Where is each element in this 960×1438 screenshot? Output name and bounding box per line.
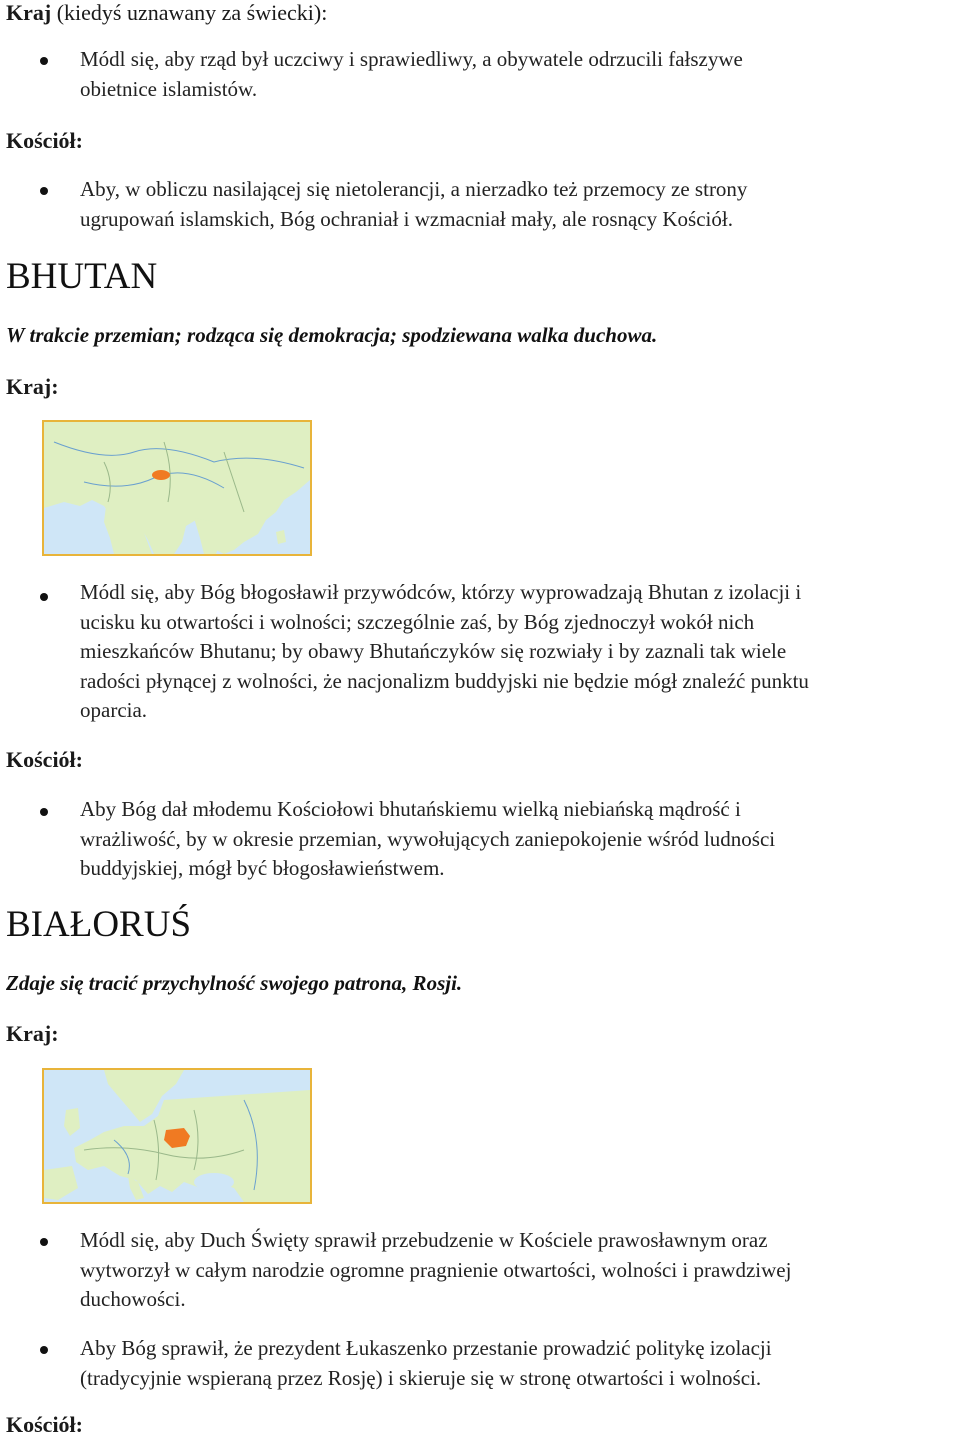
bullet-dot xyxy=(40,57,48,65)
bullet-dot xyxy=(40,187,48,195)
section-title-bhutan: BHUTAN xyxy=(6,256,158,297)
intro-kraj-bullet-1: Módl się, aby rząd był uczciwy i sprawiedliwy, a obywatele odrzucili fałszywe obietnice islamistów. xyxy=(80,47,743,101)
section-subtitle-bialorus: Zdaje się tracić przychylność swojego patrona, Rosji. xyxy=(6,971,463,995)
kraj-note: (kiedyś uznawany za świecki): xyxy=(51,0,328,25)
kosciol-word: Kościół: xyxy=(6,1412,83,1437)
asia-map-bhutan-highlight-icon xyxy=(42,420,312,556)
bullet-dot xyxy=(40,1346,48,1354)
kosciol-label-intro xyxy=(6,128,83,154)
kraj-label-bhutan xyxy=(6,374,59,400)
kraj-word: Kraj xyxy=(6,0,52,25)
bialorus-kraj-bullet-1: Módl się, aby Duch Święty sprawił przebudzenie w Kościele prawosławnym oraz wytworzył w całym narodzie ogromne pragnienie otwartości, wolności i prawdziwej duchowości. xyxy=(80,1228,792,1311)
kraj-label-intro xyxy=(6,0,327,26)
kraj-word: Kraj: xyxy=(6,374,59,399)
bialorus-kraj-bullet-2: Aby Bóg sprawił, że prezydent Łukaszenko przestanie prowadzić politykę izolacji (tradycyjnie wspieraną przez Rosję) i skieruje się w stronę otwartości i wolności. xyxy=(80,1336,772,1390)
kosciol-word: Kościół: xyxy=(6,128,83,153)
kosciol-word: Kościół: xyxy=(6,747,83,772)
section-title-bialorus: BIAŁORUŚ xyxy=(6,904,192,945)
bhutan-kosciol-bullet-1: Aby Bóg dał młodemu Kościołowi bhutańskiemu wielką niebiańską mądrość i wrażliwość, by w okresie przemian, wywołujących zaniepokojenie wśród ludności buddyjskiej, mógł być błogosławieństwem. xyxy=(80,797,776,880)
bullet-dot xyxy=(40,1238,48,1246)
kosciol-label-bhutan xyxy=(6,747,83,773)
kraj-word: Kraj: xyxy=(6,1021,59,1046)
europe-map-belarus-highlight-icon xyxy=(42,1068,312,1204)
kraj-label-bialorus xyxy=(6,1021,59,1047)
section-subtitle-bhutan: W trakcie przemian; rodząca się demokracja; spodziewana walka duchowa. xyxy=(6,323,658,347)
intro-kosciol-bullet-1: Aby, w obliczu nasilającej się nietolerancji, a nierzadko też przemocy ze strony ugrupowań islamskich, Bóg ochraniał i wzmacniał mały, ale rosnący Kościół. xyxy=(80,177,748,231)
bhutan-kraj-bullet-1: Módl się, aby Bóg błogosławił przywódców, którzy wyprowadzają Bhutan z izolacji i ucisku ku otwartości i wolności; szczególnie zaś, by Bóg zjednoczył wokół nich mieszkańców Bhutanu; by obawy Bhutańczyków się rozwiały i by zaznali tak wiele radości płynącej z wolności, że nacjonalizm buddyjski nie będzie mógł znaleźć punktu oparcia. xyxy=(80,580,809,722)
kosciol-label-bialorus xyxy=(6,1412,83,1438)
bullet-dot xyxy=(40,593,48,601)
bullet-dot xyxy=(40,808,48,816)
